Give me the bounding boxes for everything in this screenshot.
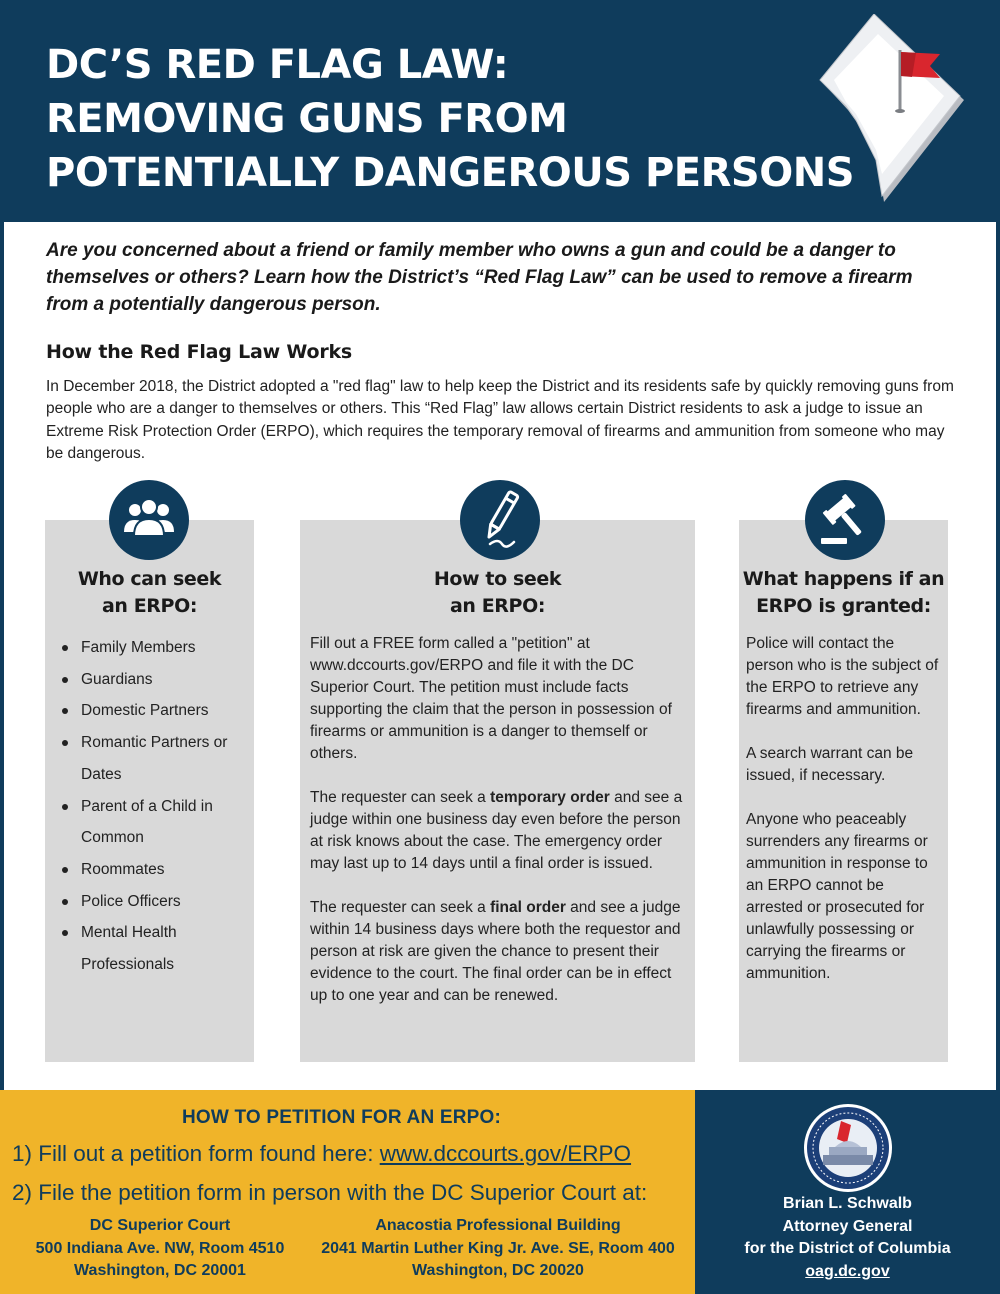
gavel-icon xyxy=(805,480,885,560)
who-title-line-1: Who can seek xyxy=(77,568,222,590)
how-it-works-heading: How the Red Flag Law Works xyxy=(46,341,353,363)
list-item: Domestic Partners xyxy=(60,695,250,727)
temporary-order-term: temporary order xyxy=(490,789,610,806)
final-order-paragraph: The requester can seek a final order and see a judge within 14 business days where both the requestor and person at risk are given the chance to present their evidence to the court. The final order can be in effect up to one year and can be renewed. xyxy=(310,899,681,1004)
list-item: Guardians xyxy=(60,664,250,696)
dc-superior-court-address: DC Superior Court 500 Indiana Ave. NW, Room 4510 Washington, DC 20001 xyxy=(35,1217,285,1279)
dccourts-erpo-link[interactable]: www.dccourts.gov/ERPO xyxy=(379,1141,632,1166)
list-item: Romantic Partners or Dates xyxy=(60,727,250,790)
list-item: Mental Health Professionals xyxy=(60,917,250,980)
anacostia-building-address: Anacostia Professional Building 2041 Martin Luther King Jr. Ave. SE, Room 400 Washington, DC 20020 xyxy=(321,1217,675,1279)
police-contact-paragraph: Police will contact the person who is the subject of the ERPO to retrieve any firearms and ammunition. xyxy=(746,635,939,718)
ag-title: Attorney General xyxy=(782,1217,913,1235)
step-2: 2) File the petition form in person with the DC Superior Court at: xyxy=(12,1180,648,1205)
what-happens-text xyxy=(746,633,944,1007)
list-item: Parent of a Child in Common xyxy=(60,791,250,854)
granted-title-line-2: ERPO is granted: xyxy=(756,595,931,617)
petition-paragraph: Fill out a FREE form called a "petition" at www.dccourts.gov/ERPO and file it with the DC Superior Court. The petition must include facts supporting the claim that the person in possession of firearms or ammunition is a danger to themself or others. xyxy=(310,635,672,762)
search-warrant-paragraph: A search warrant can be issued, if necessary. xyxy=(746,745,914,784)
who-title-line-2: an ERPO: xyxy=(101,595,198,617)
header-banner xyxy=(0,0,1000,222)
attorney-general-info xyxy=(695,1193,1000,1283)
temporary-order-paragraph: The requester can seek a temporary order and see a judge within one business day even before the person at risk knows about the case. The emergency order may last up to 14 days until a final order is issued. xyxy=(310,789,683,872)
how-to-seek-text xyxy=(310,633,688,1029)
what-happens-title xyxy=(739,566,948,620)
page-title xyxy=(46,38,855,200)
eligible-petitioners-list xyxy=(60,632,250,981)
how-title-line-1: How to seek xyxy=(433,568,562,590)
ag-jurisdiction: for the District of Columbia xyxy=(744,1240,951,1257)
list-item: Police Officers xyxy=(60,886,250,918)
granted-title-line-1: What happens if an xyxy=(742,568,945,590)
how-title-line-2: an ERPO: xyxy=(449,595,546,617)
oag-website-link[interactable]: oag.dc.gov xyxy=(805,1262,890,1280)
title-line-3: POTENTIALLY DANGEROUS PERSONS xyxy=(46,150,855,196)
step-1: 1) Fill out a petition form found here: www.dccourts.gov/ERPO xyxy=(12,1141,632,1166)
pen-icon xyxy=(460,480,540,560)
intro-question: Are you concerned about a friend or family member who owns a gun and could be a danger to themselves or others? Learn how the District’s “Red Flag Law” can be used to remove a firearm from a potentially dangerous person. xyxy=(46,240,913,315)
who-can-seek-title xyxy=(45,566,254,620)
final-order-term: final order xyxy=(490,899,566,916)
how-to-seek-title xyxy=(300,566,695,620)
list-item: Family Members xyxy=(60,632,250,664)
list-item: Roommates xyxy=(60,854,250,886)
people-group-icon xyxy=(109,480,189,560)
title-line-2: REMOVING GUNS FROM xyxy=(46,96,568,142)
dc-map-flag-icon xyxy=(812,14,968,210)
ag-name: Brian L. Schwalb xyxy=(783,1195,912,1212)
dc-attorney-general-seal-icon xyxy=(803,1103,893,1193)
how-it-works-body: In December 2018, the District adopted a "red flag" law to help keep the District and its residents safe by quickly removing guns from people who are a danger to themselves or others. This “Red Flag” law allows certain District residents to ask a judge to issue an Extreme Risk Protection Order (ERPO), which requires the temporary removal of firearms and ammunition from someone who may be dangerous. xyxy=(46,378,954,462)
title-line-1: DC’S RED FLAG LAW: xyxy=(46,42,509,88)
petition-heading: HOW TO PETITION FOR AN ERPO: xyxy=(181,1107,502,1128)
surrender-paragraph: Anyone who peaceably surrenders any firearms or ammunition in response to an ERPO cannot be arrested or prosecuted for unlawfully possessing or carrying the firearms or ammunition. xyxy=(746,811,928,982)
